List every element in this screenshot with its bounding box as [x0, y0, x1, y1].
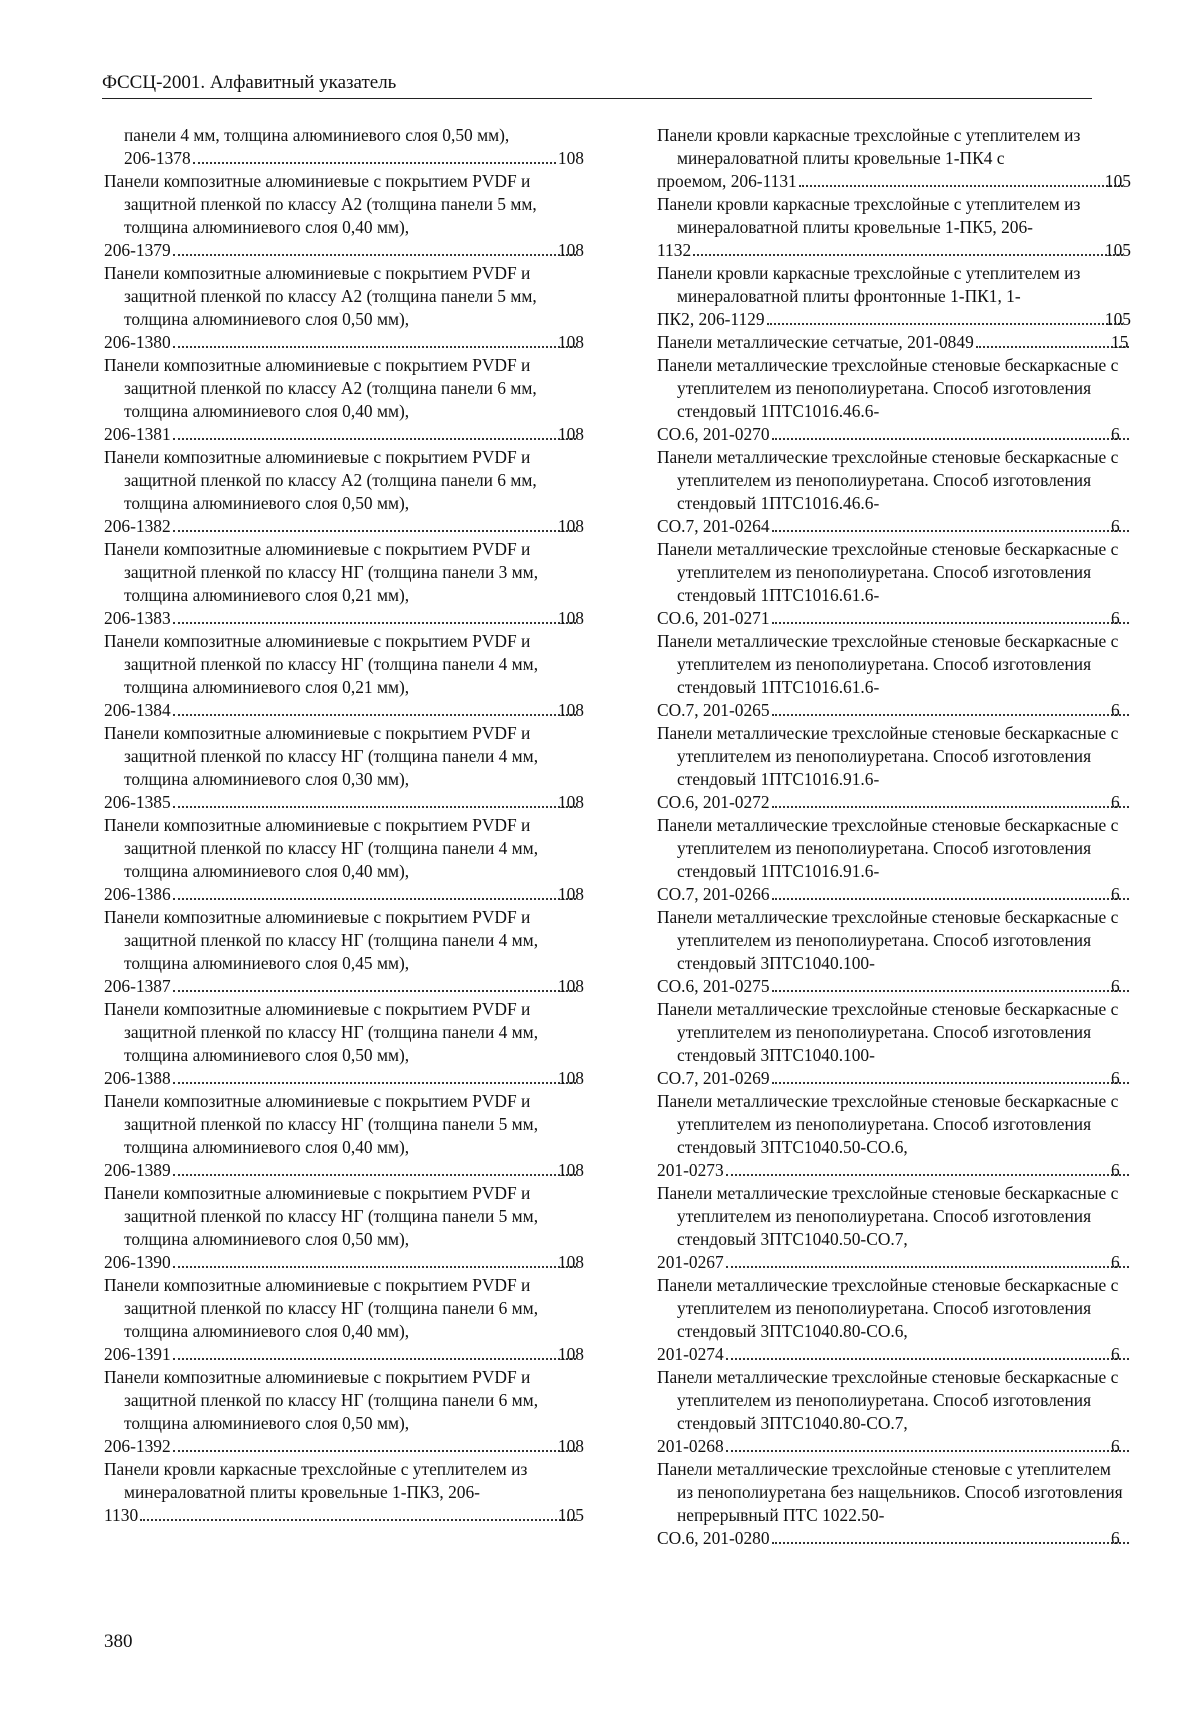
index-entry [657, 906, 1131, 998]
dot-leader [173, 990, 576, 992]
entry-code: 206-1381 [104, 424, 171, 444]
entry-text: Панели металлические трехслойные стеновые бескаркасные с утеплителем из пенополиуретана. Способ изготовления стендовый 3ПТС1040.80-СО.6, [657, 1275, 1119, 1341]
entry-code: СО.6, 201-0275 [657, 976, 770, 996]
index-entry [104, 446, 584, 538]
entry-locator-line [104, 1504, 584, 1527]
entry-locator-line [104, 331, 584, 354]
dot-leader [173, 898, 576, 900]
dot-leader [173, 346, 576, 348]
entry-locator-line [657, 239, 1131, 262]
entry-text: Панели композитные алюминиевые с покрытием PVDF и защитной пленкой по классу А2 (толщина панели 5 мм, толщина алюминиевого слоя 0,50 мм), [104, 263, 537, 329]
entry-text: Панели металлические трехслойные стеновые бескаркасные с утеплителем из пенополиуретана. Способ изготовления стендовый 3ПТС1040.50-СО.6, [657, 1091, 1119, 1157]
dot-leader [772, 622, 1129, 624]
entry-locator-line: 201-0267 6 [677, 1251, 1131, 1274]
entry-code: СО.6, 201-0280 [657, 1528, 770, 1548]
dot-leader [140, 1519, 576, 1521]
entry-locator-line [104, 1435, 584, 1458]
entry-code: проемом, 206-1131 [657, 171, 797, 191]
dot-leader [173, 622, 576, 624]
entry-text: Панели металлические трехслойные стеновые с утеплителем из пенополиуретана без нащельников. Способ изготовления непрерывный ПТС 1022.50- [657, 1459, 1123, 1525]
index-entry [104, 814, 584, 906]
entry-page-ref: 108 [557, 332, 584, 352]
entry-locator-line [104, 515, 584, 538]
entry-code: 206-1392 [104, 1436, 171, 1456]
entry-code: СО.6, 201-0271 [657, 608, 770, 628]
entry-text: Панели композитные алюминиевые с покрытием PVDF и защитной пленкой по классу НГ (толщина панели 5 мм, толщина алюминиевого слоя 0,40 мм), [104, 1091, 539, 1157]
entry-locator-line [104, 607, 584, 630]
entry-locator-line [124, 147, 584, 170]
dot-leader [173, 254, 576, 256]
entry-code: 201-0274 [657, 1344, 724, 1364]
dot-leader [173, 1266, 576, 1268]
entry-locator-line: СО.6, 201-0280 6 [677, 1527, 1131, 1550]
entry-code: 1132 [657, 240, 692, 260]
entry-code: 201-0273 [657, 1160, 724, 1180]
dot-leader [173, 1358, 576, 1360]
index-entry [657, 331, 1131, 354]
dot-leader [772, 898, 1129, 900]
entry-locator-line: СО.6, 201-0272 6 [677, 791, 1131, 814]
entry-text: Панели композитные алюминиевые с покрытием PVDF и защитной пленкой по классу НГ (толщина панели 4 мм, толщина алюминиевого слоя 0,40 мм), [104, 815, 539, 881]
dot-leader [173, 1450, 576, 1452]
dot-leader [772, 530, 1129, 532]
index-entry [104, 722, 584, 814]
entry-code: 201-0268 [657, 1436, 724, 1456]
entry-locator-line: Панели металлические сетчатые, 201-0849 15 [657, 332, 1129, 352]
entry-locator-line [104, 423, 584, 446]
dot-leader [173, 806, 576, 808]
entry-locator-line [104, 1343, 584, 1366]
entry-text: панели 4 мм, толщина алюминиевого слоя 0,50 мм), [124, 125, 510, 145]
entry-locator-line [657, 170, 1131, 193]
entry-page-ref: 105 [557, 1505, 584, 1525]
entry-code: 206-1389 [104, 1160, 171, 1180]
entry-code: СО.7, 201-0266 [657, 884, 770, 904]
entry-page-ref: 108 [557, 1344, 584, 1364]
dot-leader [726, 1450, 1129, 1452]
entry-locator-line: СО.7, 201-0264 6 [677, 515, 1131, 538]
entry-text: Панели композитные алюминиевые с покрытием PVDF и защитной пленкой по классу А2 (толщина панели 5 мм, толщина алюминиевого слоя 0,40 мм), [104, 171, 537, 237]
dot-leader [799, 185, 1123, 187]
page-number: 380 [104, 1631, 133, 1652]
entry-page-ref: 105 [1104, 309, 1131, 329]
dot-leader [173, 1082, 576, 1084]
dot-leader [173, 714, 576, 716]
entry-page-ref: 108 [557, 1160, 584, 1180]
entry-text: Панели кровли каркасные трехслойные с утеплителем из минераловатной плиты фронтонные 1-ПК1, 1- [657, 263, 1081, 306]
entry-code: 206-1385 [104, 792, 171, 812]
index-entry [657, 1366, 1131, 1458]
entry-locator-line: 201-0273 6 [677, 1159, 1131, 1182]
entry-text: Панели композитные алюминиевые с покрытием PVDF и защитной пленкой по классу А2 (толщина панели 6 мм, толщина алюминиевого слоя 0,50 мм), [104, 447, 537, 513]
entry-code: 206-1387 [104, 976, 171, 996]
entry-text: Панели металлические трехслойные стеновые бескаркасные с утеплителем из пенополиуретана. Способ изготовления стендовый 1ПТС1016.91.6- [657, 723, 1119, 789]
entry-locator-line [657, 308, 1131, 331]
dot-leader [772, 1082, 1129, 1084]
entry-code: СО.6, 201-0270 [657, 424, 770, 444]
entry-locator-line [104, 239, 584, 262]
dot-leader [772, 990, 1129, 992]
index-entry [104, 1274, 584, 1366]
entry-locator-line: СО.7, 201-0269 6 [677, 1067, 1131, 1090]
entry-text: Панели металлические трехслойные стеновые бескаркасные с утеплителем из пенополиуретана. Способ изготовления стендовый 3ПТС1040.80-СО.7, [657, 1367, 1119, 1433]
entry-text: Панели кровли каркасные трехслойные с утеплителем из минераловатной плиты кровельные 1-ПК5, 206- [657, 194, 1081, 237]
entry-code: 206-1390 [104, 1252, 171, 1272]
index-entry [657, 630, 1131, 722]
entry-page-ref: 108 [557, 700, 584, 720]
entry-locator-line: СО.7, 201-0265 6 [677, 699, 1131, 722]
entry-page-ref: 108 [557, 608, 584, 628]
entry-code: 206-1384 [104, 700, 171, 720]
dot-leader [772, 806, 1129, 808]
entry-page-ref: 108 [557, 976, 584, 996]
index-entry [657, 193, 1131, 262]
index-entry [104, 170, 584, 262]
index-entry [104, 354, 584, 446]
dot-leader [976, 346, 1129, 348]
entry-page-ref: 108 [557, 240, 584, 260]
index-column-right [657, 124, 1131, 1550]
entry-page-ref: 105 [1104, 171, 1131, 191]
index-entry [657, 814, 1131, 906]
entry-page-ref: 105 [1104, 240, 1131, 260]
index-entry [104, 262, 584, 354]
index-entry [657, 354, 1131, 446]
index-entry [657, 538, 1131, 630]
index-entry [104, 1182, 584, 1274]
entry-code: СО.6, 201-0272 [657, 792, 770, 812]
index-column-left [104, 124, 584, 1527]
entry-locator-line: СО.6, 201-0275 6 [677, 975, 1131, 998]
index-entry [104, 906, 584, 998]
entry-locator-line: 201-0274 6 [677, 1343, 1131, 1366]
dot-leader [173, 530, 576, 532]
entry-text: Панели композитные алюминиевые с покрытием PVDF и защитной пленкой по классу НГ (толщина панели 5 мм, толщина алюминиевого слоя 0,50 мм), [104, 1183, 539, 1249]
dot-leader [173, 438, 576, 440]
entry-page-ref: 108 [557, 1252, 584, 1272]
entry-page-ref: 108 [557, 424, 584, 444]
entry-text: Панели металлические трехслойные стеновые бескаркасные с утеплителем из пенополиуретана. Способ изготовления стендовый 3ПТС1040.50-СО.7, [657, 1183, 1119, 1249]
entry-text: Панели металлические трехслойные стеновые бескаркасные с утеплителем из пенополиуретана. Способ изготовления стендовый 3ПТС1040.100- [657, 907, 1119, 973]
entry-code: 1130 [104, 1505, 139, 1525]
index-entry [104, 998, 584, 1090]
dot-leader [772, 1542, 1129, 1544]
entry-text: Панели композитные алюминиевые с покрытием PVDF и защитной пленкой по классу НГ (толщина панели 4 мм, толщина алюминиевого слоя 0,21 мм), [104, 631, 539, 697]
entry-page-ref: 108 [557, 516, 584, 536]
index-entry [104, 1090, 584, 1182]
index-entry [657, 262, 1131, 331]
index-entry [104, 630, 584, 722]
dot-leader [693, 254, 1123, 256]
entry-text: Панели металлические трехслойные стеновые бескаркасные с утеплителем из пенополиуретана. Способ изготовления стендовый 1ПТС1016.61.6- [657, 539, 1119, 605]
index-entry [657, 124, 1131, 193]
entry-text: Панели кровли каркасные трехслойные с утеплителем из минераловатной плиты кровельные 1-ПК4 с [657, 125, 1081, 168]
dot-leader [767, 323, 1123, 325]
entry-text: Панели композитные алюминиевые с покрытием PVDF и защитной пленкой по классу НГ (толщина панели 3 мм, толщина алюминиевого слоя 0,21 мм), [104, 539, 539, 605]
index-entry [657, 998, 1131, 1090]
entry-locator-line: СО.6, 201-0271 6 [677, 607, 1131, 630]
index-entry [657, 1274, 1131, 1366]
index-entry [104, 1366, 584, 1458]
entry-code: 206-1382 [104, 516, 171, 536]
entry-locator-line [104, 791, 584, 814]
entry-text: Панели композитные алюминиевые с покрытием PVDF и защитной пленкой по классу НГ (толщина панели 4 мм, толщина алюминиевого слоя 0,50 мм), [104, 999, 539, 1065]
header-title: ФССЦ-2001. Алфавитный указатель [102, 72, 397, 93]
entry-locator-line [104, 699, 584, 722]
entry-text: Панели металлические трехслойные стеновые бескаркасные с утеплителем из пенополиуретана. Способ изготовления стендовый 1ПТС1016.91.6- [657, 815, 1119, 881]
entry-code: 206-1386 [104, 884, 171, 904]
entry-code: 206-1379 [104, 240, 171, 260]
index-entry [657, 722, 1131, 814]
entry-text: Панели кровли каркасные трехслойные с утеплителем из минераловатной плиты кровельные 1-ПК3, 206- [104, 1459, 528, 1502]
entry-text: Панели композитные алюминиевые с покрытием PVDF и защитной пленкой по классу НГ (толщина панели 4 мм, толщина алюминиевого слоя 0,30 мм), [104, 723, 539, 789]
index-entry [104, 124, 584, 170]
dot-leader [726, 1266, 1129, 1268]
dot-leader [193, 162, 556, 164]
dot-leader [726, 1358, 1129, 1360]
entry-text: Панели металлические трехслойные стеновые бескаркасные с утеплителем из пенополиуретана. Способ изготовления стендовый 1ПТС1016.46.6- [657, 447, 1119, 513]
index-entry [657, 1458, 1131, 1550]
entry-locator-line: СО.6, 201-0270 6 [677, 423, 1131, 446]
entry-text: Панели композитные алюминиевые с покрытием PVDF и защитной пленкой по классу НГ (толщина панели 4 мм, толщина алюминиевого слоя 0,45 мм), [104, 907, 539, 973]
index-entry [657, 1090, 1131, 1182]
entry-text: Панели металлические трехслойные стеновые бескаркасные с утеплителем из пенополиуретана. Способ изготовления стендовый 1ПТС1016.46.6- [657, 355, 1119, 421]
entry-text: Панели композитные алюминиевые с покрытием PVDF и защитной пленкой по классу НГ (толщина панели 6 мм, толщина алюминиевого слоя 0,40 мм), [104, 1275, 539, 1341]
dot-leader [173, 1174, 576, 1176]
entry-text: Панели металлические трехслойные стеновые бескаркасные с утеплителем из пенополиуретана. Способ изготовления стендовый 1ПТС1016.61.6- [657, 631, 1119, 697]
entry-locator-line [104, 1067, 584, 1090]
entry-locator-line [104, 975, 584, 998]
entry-page-ref: 108 [557, 148, 584, 168]
dot-leader [772, 438, 1129, 440]
entry-locator-line [104, 883, 584, 906]
entry-page-ref: 108 [557, 1436, 584, 1456]
index-entry [657, 1182, 1131, 1274]
entry-locator-line: СО.7, 201-0266 6 [677, 883, 1131, 906]
dot-leader [726, 1174, 1129, 1176]
entry-code: 201-0267 [657, 1252, 724, 1272]
index-entry [657, 446, 1131, 538]
entry-text: Панели композитные алюминиевые с покрытием PVDF и защитной пленкой по классу А2 (толщина панели 6 мм, толщина алюминиевого слоя 0,40 мм), [104, 355, 537, 421]
entry-code: 206-1383 [104, 608, 171, 628]
entry-code: 206-1388 [104, 1068, 171, 1088]
entry-code: СО.7, 201-0265 [657, 700, 770, 720]
dot-leader [772, 714, 1129, 716]
entry-code: ПК2, 206-1129 [657, 309, 765, 329]
entry-code: СО.7, 201-0269 [657, 1068, 770, 1088]
entry-text: Панели металлические трехслойные стеновые бескаркасные с утеплителем из пенополиуретана. Способ изготовления стендовый 3ПТС1040.100- [657, 999, 1119, 1065]
entry-code: СО.7, 201-0264 [657, 516, 770, 536]
index-entry [104, 538, 584, 630]
entry-code: 206-1380 [104, 332, 171, 352]
index-entry [104, 1458, 584, 1527]
entry-text: Панели композитные алюминиевые с покрытием PVDF и защитной пленкой по классу НГ (толщина панели 6 мм, толщина алюминиевого слоя 0,50 мм), [104, 1367, 539, 1433]
entry-page-ref: 108 [557, 884, 584, 904]
entry-code: Панели металлические сетчатые, 201-0849 [657, 332, 974, 352]
entry-locator-line [104, 1159, 584, 1182]
entry-page-ref: 108 [557, 792, 584, 812]
entry-locator-line: 201-0268 6 [677, 1435, 1131, 1458]
entry-code: 206-1391 [104, 1344, 171, 1364]
entry-code: 206-1378 [124, 148, 191, 168]
running-header [102, 70, 1092, 99]
entry-locator-line [104, 1251, 584, 1274]
entry-page-ref: 108 [557, 1068, 584, 1088]
